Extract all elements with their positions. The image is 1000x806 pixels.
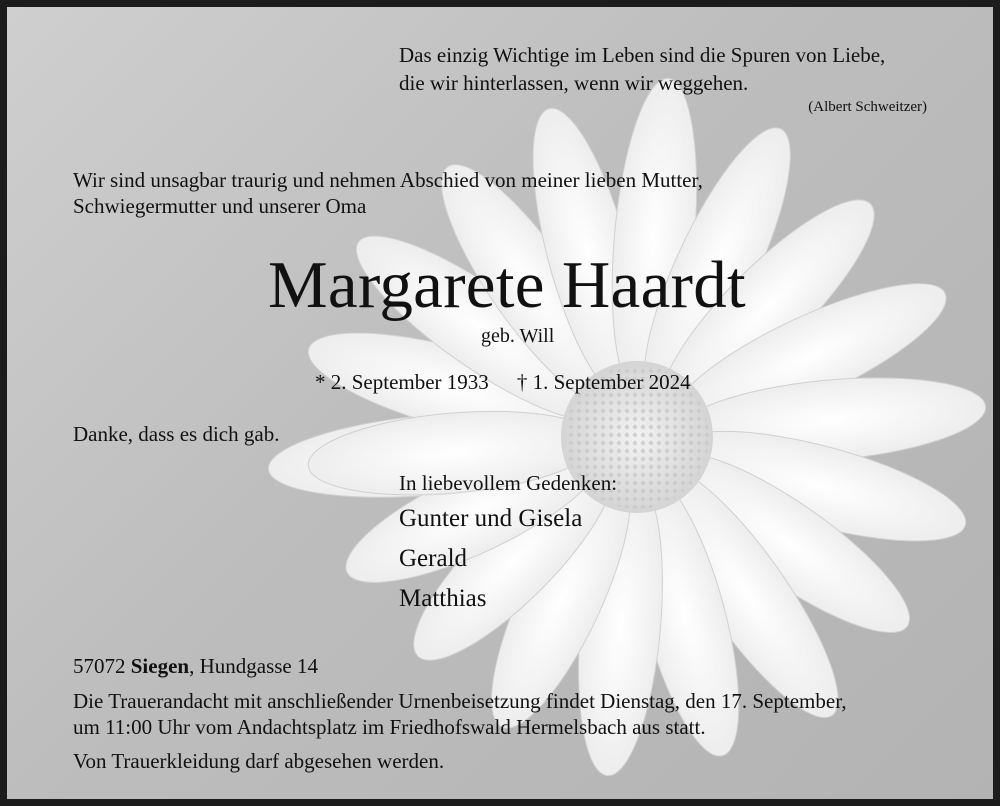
intro-line-1: Wir sind unsagbar traurig und nehmen Abschied von meiner lieben Mutter, bbox=[73, 168, 703, 192]
quote-line-1: Das einzig Wichtige im Leben sind die Spuren von Liebe, bbox=[399, 43, 886, 67]
address-zip: 57072 bbox=[73, 654, 126, 678]
maiden-name: geb. Will bbox=[481, 325, 555, 347]
mourner-name: Matthias bbox=[399, 585, 487, 612]
service-info bbox=[73, 688, 847, 740]
service-line-1: Die Trauerandacht mit anschließender Urnenbeisetzung findet Dienstag, den 17. September, bbox=[73, 689, 847, 713]
mourner-name: Gerald bbox=[399, 545, 468, 572]
mourner-name: Gunter und Gisela bbox=[399, 505, 583, 532]
address-city: Siegen bbox=[130, 654, 190, 678]
daisy-flower-image bbox=[7, 7, 1000, 806]
quote-line-2: die wir hinterlassen, wenn wir weggehen. bbox=[399, 71, 749, 95]
mourners-intro: In liebevollem Gedenken: bbox=[399, 471, 618, 495]
life-dates bbox=[315, 370, 691, 395]
thanks-text: Danke, dass es dich gab. bbox=[73, 422, 280, 446]
deceased-name: Margarete Haardt bbox=[268, 248, 746, 322]
quote-author: (Albert Schweitzer) bbox=[808, 99, 927, 115]
memorial-quote bbox=[399, 41, 885, 97]
death-date: † 1. September 2024 bbox=[516, 370, 691, 394]
birth-date: * 2. September 1933 bbox=[315, 370, 489, 394]
intro-text bbox=[73, 167, 703, 219]
dress-note: Von Trauerkleidung darf abgesehen werden. bbox=[73, 749, 445, 773]
intro-line-2: Schwiegermutter und unserer Oma bbox=[73, 194, 367, 218]
address bbox=[73, 654, 318, 679]
service-line-2: um 11:00 Uhr vom Andachtsplatz im Friedhofswald Hermelsbach aus statt. bbox=[73, 715, 706, 739]
address-street: , Hundgasse 14 bbox=[189, 654, 318, 678]
